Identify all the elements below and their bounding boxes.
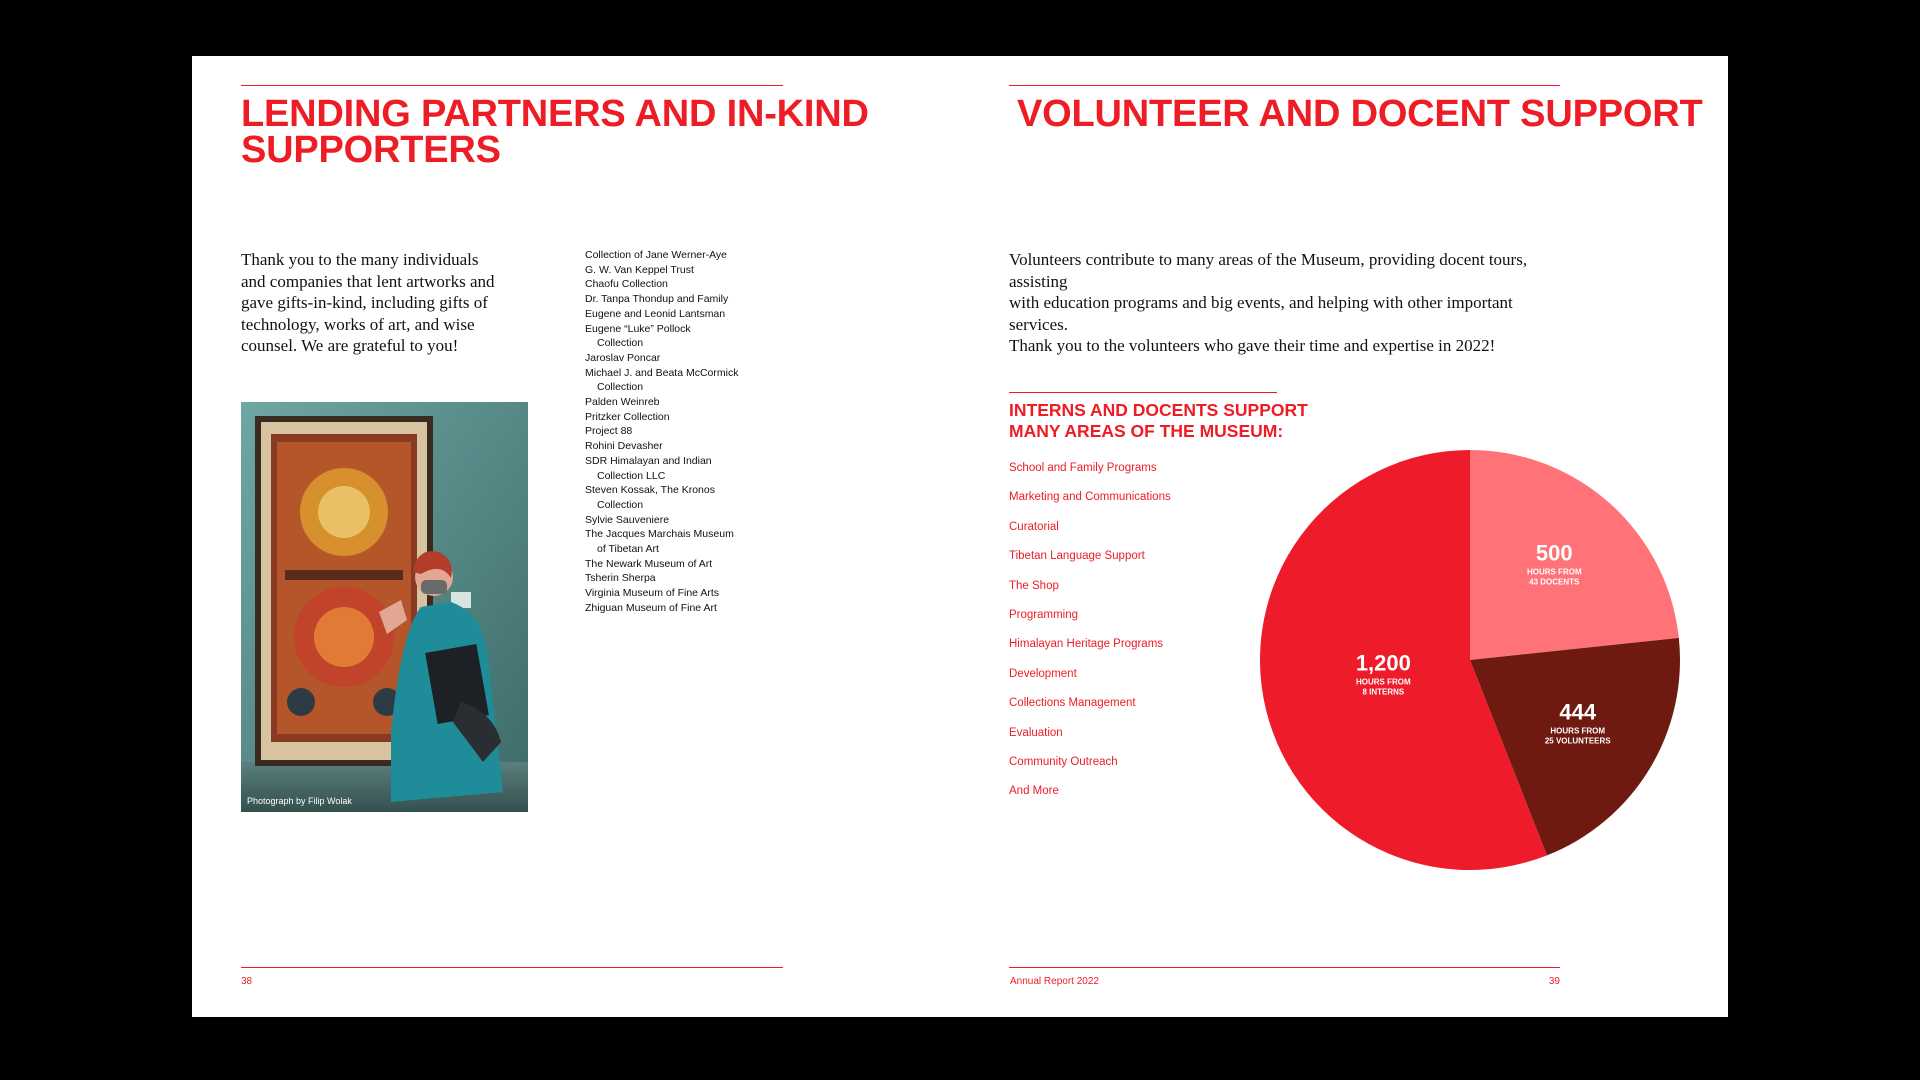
title-line: SUPPORTERS <box>241 129 501 171</box>
right-page-number: 39 <box>1548 976 1560 987</box>
support-area-item: Tibetan Language Support <box>1009 550 1145 563</box>
pie-slice-caption: 25 VOLUNTEERS <box>1544 736 1611 746</box>
left-bottom-rule <box>241 967 783 968</box>
lender-item <box>585 513 845 528</box>
lender-item <box>585 277 845 292</box>
lender-name: Virginia Museum of Fine Arts <box>585 587 720 600</box>
lender-item <box>585 454 845 483</box>
lender-item <box>585 322 845 351</box>
lender-item <box>585 395 845 410</box>
intro-line: technology, works of art, and wise <box>241 314 475 334</box>
lender-name: Steven Kossak, The Kronos <box>585 484 715 497</box>
left-top-rule <box>241 85 783 86</box>
pie-value-label: 444 <box>1559 699 1597 725</box>
lender-item <box>585 557 845 572</box>
pie-slice <box>1470 450 1679 660</box>
support-area-item: Community Outreach <box>1009 756 1118 769</box>
pie-slice-caption: HOURS FROM <box>1526 567 1582 577</box>
lender-name: Jaroslav Poncar <box>585 351 661 364</box>
lender-name-continued: Collection <box>597 498 644 511</box>
lender-name: Eugene “Luke” Pollock <box>585 322 691 335</box>
lender-item <box>585 292 845 307</box>
lender-item <box>585 527 845 556</box>
lender-item <box>585 307 845 322</box>
pie-value-label: 500 <box>1535 540 1573 566</box>
lender-name: Eugene and Leonid Lantsman <box>585 307 726 320</box>
lender-name: Collection of Jane Werner-Aye <box>585 249 728 261</box>
volunteer-title: VOLUNTEER AND DOCENT SUPPORT <box>1017 93 1703 135</box>
support-area-item: The Shop <box>1009 579 1059 592</box>
lender-item <box>585 248 845 263</box>
lending-partners-title <box>241 93 869 171</box>
lender-name: Chaofu Collection <box>585 278 668 291</box>
lender-item <box>585 439 845 454</box>
lender-name: Zhiguan Museum of Fine Art <box>585 601 717 614</box>
support-area-item: School and Family Programs <box>1009 462 1157 474</box>
lender-item <box>585 586 845 601</box>
intro-line: Volunteers contribute to many areas of the Museum, providing docent tours, assisting <box>1009 250 1528 291</box>
title-line: LENDING PARTNERS AND IN-KIND <box>241 93 869 135</box>
subheading-line: INTERNS AND DOCENTS SUPPORT <box>1009 400 1308 420</box>
lender-name: G. W. Van Keppel Trust <box>585 263 694 276</box>
lender-item <box>585 601 845 616</box>
photo-illustration <box>241 402 528 812</box>
subheading-rule <box>1009 392 1277 393</box>
lender-item <box>585 366 845 395</box>
lender-name: Rohini Devasher <box>585 440 663 453</box>
pie-slice-caption: 43 DOCENTS <box>1529 577 1580 587</box>
support-area-item: Himalayan Heritage Programs <box>1009 638 1164 651</box>
right-top-rule <box>1009 85 1560 86</box>
pie-slice-caption: HOURS FROM <box>1550 726 1606 736</box>
lending-intro <box>241 249 541 357</box>
lender-item <box>585 483 845 512</box>
pie-slice-caption: HOURS FROM <box>1356 677 1411 687</box>
lender-item <box>585 410 845 425</box>
lender-item <box>585 263 845 278</box>
volunteer-hours-pie-chart <box>1260 450 1680 870</box>
support-area-item: Evaluation <box>1009 726 1063 739</box>
lender-name: Sylvie Sauveniere <box>585 513 670 526</box>
intro-line: Thank you to the volunteers who gave their time and expertise in 2022! <box>1009 336 1496 355</box>
lender-name: Palden Weinreb <box>585 396 660 409</box>
support-areas-list <box>1009 454 1171 807</box>
lender-name: The Jacques Marchais Museum <box>585 528 734 541</box>
lender-name-continued: Collection <box>597 337 644 350</box>
support-area-item: And More <box>1009 785 1059 798</box>
intro-line: counsel. We are grateful to you! <box>241 336 459 355</box>
intro-line: with education programs and big events, and helping with other important services. <box>1009 293 1513 334</box>
intro-line: Thank you to the many individuals <box>241 250 479 269</box>
lender-name: SDR Himalayan and Indian <box>585 454 712 467</box>
lender-item <box>585 424 845 439</box>
support-area-item: Curatorial <box>1009 520 1059 533</box>
footer-report-label: Annual Report 2022 <box>1010 976 1099 987</box>
lender-name: Project 88 <box>585 425 633 438</box>
photo-caption: Photograph by Filip Wolak <box>247 796 352 806</box>
support-area-item: Development <box>1009 667 1077 680</box>
pie-value-label: 1,200 <box>1355 650 1411 676</box>
support-area-item: Marketing and Communications <box>1009 491 1171 504</box>
subheading-line: MANY AREAS OF THE MUSEUM: <box>1009 420 1284 441</box>
support-area-item: Programming <box>1009 609 1079 622</box>
annual-report-spread <box>192 56 1728 1017</box>
lender-name-continued: of Tibetan Art <box>597 543 659 556</box>
lender-item <box>585 571 845 586</box>
lender-name: The Newark Museum of Art <box>585 557 713 570</box>
lender-item <box>585 351 845 366</box>
lender-name: Michael J. and Beata McCormick <box>585 366 739 379</box>
lenders-list <box>585 248 845 616</box>
right-bottom-rule <box>1009 967 1560 968</box>
lender-name-continued: Collection <box>597 381 644 394</box>
intro-line: gave gifts-in-kind, including gifts of <box>241 293 488 312</box>
intro-line: and companies that lent artworks and <box>241 271 495 291</box>
lender-name: Dr. Tanpa Thondup and Family <box>585 293 729 306</box>
volunteer-intro <box>1009 249 1569 357</box>
lender-name: Pritzker Collection <box>585 410 670 423</box>
support-areas-subheading <box>1009 400 1308 441</box>
lender-name: Tsherin Sherpa <box>585 572 656 585</box>
exhibition-photo <box>241 402 528 812</box>
pie-slice-caption: 8 INTERNS <box>1362 687 1405 697</box>
left-page-number: 38 <box>241 976 253 987</box>
lender-name-continued: Collection LLC <box>597 469 666 482</box>
support-area-item: Collections Management <box>1009 697 1136 710</box>
